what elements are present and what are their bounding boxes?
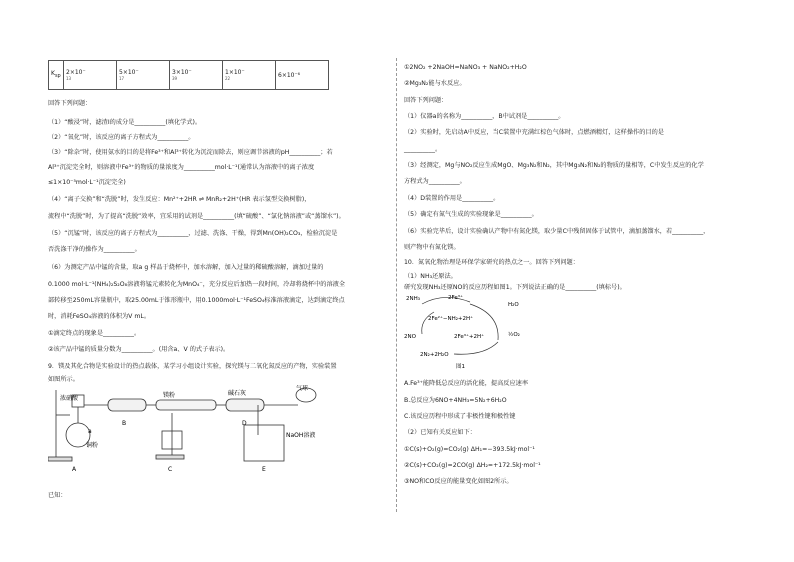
text-line: ①滴定终点的现象是__________。 xyxy=(48,330,141,337)
text-line: C.该反应历程中形成了非极性键和极性键 xyxy=(404,413,516,420)
label-B: B xyxy=(122,420,127,427)
text-line: （4）D装置的作用是__________。 xyxy=(404,195,500,202)
text-line: （3）经测定，Mg与NO₂反应生成MgO、Mg₃N₂和N₂，其中Mg₃N₂和N₂的物质的量相等，C中发生反应的化学 xyxy=(404,162,704,169)
fig-no: 2NO xyxy=(404,334,416,340)
text-line: ①C(s)+O₂(g)=CO₂(g) ΔH₁=−393.5kJ·mol⁻¹ xyxy=(404,446,535,453)
text-line: 研究发现NH₃还原NO的反应历程如图1。下列说法正确的是__________(填标号)。 xyxy=(404,284,626,291)
ksp-cell: 2×10⁻ 13 xyxy=(64,61,117,90)
column-divider xyxy=(396,58,397,512)
text-line: 0.1000 mol·L⁻¹(NH₄)₂S₂O₈溶液将锰元素转化为MnO₄⁻，充分反应后加热一段时间，冷却将烧杯中的溶液全 xyxy=(48,281,346,288)
known-label: 已知： xyxy=(48,492,67,499)
fig-caption: 图1 xyxy=(456,364,465,370)
fig-fe3b: 2Fe³⁺+2H⁺ xyxy=(454,334,485,340)
text-line: （1）仪器a的名称为__________，B中试剂是__________。 xyxy=(404,113,565,120)
text-line: ②该产品中锰的质量分数为__________。(用含a、V 的式子表示)。 xyxy=(48,346,230,353)
ksp-cell: 3×10⁻ 39 xyxy=(170,61,223,90)
text-line: （3）“除杂”时，使用氨水的目的是将Fe³⁺和Al³⁺转化为沉淀而除去，则应调节溶液的pH__________；若 xyxy=(48,149,333,156)
text-line: 回答下列问题： xyxy=(48,100,92,107)
label-D: D xyxy=(242,420,247,427)
label-copper: 铜粉 xyxy=(86,442,99,449)
ksp-label: $K_{sp}$ xyxy=(49,61,64,90)
label-naoh: NaOH溶液 xyxy=(286,432,316,439)
text-line: 否洗涤干净的操作为__________。 xyxy=(48,246,141,253)
text-line: A.Fe³⁺能降低总反应的活化能，提高反应速率 xyxy=(404,380,529,387)
ksp-cell: 1×10⁻ 22 xyxy=(223,61,276,90)
label-acid: 浓硝酸 xyxy=(60,395,79,402)
text-line: （5）“沉锰”时，该反应的离子方程式为__________，过滤、洗涤、干燥，得到Mn(OH)₂CO₃，检验沉淀是 xyxy=(48,230,338,237)
text-line: 如图所示。 xyxy=(48,376,79,383)
ksp-table xyxy=(48,60,329,90)
fig-h2o: H₂O xyxy=(508,302,519,308)
text-line: 方程式为__________。 xyxy=(404,178,466,185)
text-line: （6）为测定产品中锰的含量，取a g 样品于烧杯中，加水溶解，加入过量的稀硫酸溶解，滴加过量的 xyxy=(48,264,324,271)
apparatus-diagram xyxy=(48,385,348,475)
label-balloon: 气球 xyxy=(296,385,309,392)
fig-nh3: 2NH₃ xyxy=(406,296,420,302)
text-line: 9．镁及其化合物是实验设计的热点载体，某学习小组设计实验，探究镁与二氧化氮反应的产物，实验装置 xyxy=(48,363,337,370)
figure-1-diagram xyxy=(404,290,554,370)
text-line: 流程中“洗脱”时，为了提高“洗脱”效率，宜采用的试剂是__________(填“硫酸”、“氯化钠溶液”或“蒸馏水”)。 xyxy=(48,213,345,220)
text-line: 10．氮氧化物治理是环保学家研究的热点之一。回答下列问题： xyxy=(404,259,579,266)
fig-n2: 2N₂+2H₂O xyxy=(420,352,449,358)
text-line: 回答下列问题： xyxy=(404,97,448,104)
fig-fe3: 2Fe³⁺ xyxy=(448,295,463,301)
text-line: （5）确定有氮气生成的实验现象是__________。 xyxy=(404,211,538,218)
label-a: a xyxy=(88,428,92,435)
text-line: （2）“氧化”时，该反应的离子方程式为__________。 xyxy=(48,134,195,141)
text-line: 部转移至250mL容量瓶中，取25.00mL于锥形瓶中，用0.1000mol·L⁻¹FeSO₄标准溶液滴定，达到滴定终点 xyxy=(48,297,345,304)
text-line: 时，消耗FeSO₄溶液的体积为V mL。 xyxy=(48,313,151,320)
text-line: （6）实验完毕后，设计实验确认产物中有氮化镁，取少量C中残留固体于试管中，滴加蒸馏水，若__________， xyxy=(404,228,710,235)
text-line: Al³⁺沉淀完全时，则溶液中Fe³⁺的物质的量浓度为__________mol·L⁻¹(通常认为溶液中的离子浓度 xyxy=(48,164,315,171)
text-line: （2）已知有关反应如下： xyxy=(404,429,476,436)
text-line: （4）“离子交换”和“洗脱”时，发生反应：Mn²⁺+2HR ⇌ MnR₂+2H⁺(HR 表示氢型交换树脂)， xyxy=(48,196,311,203)
label-A: A xyxy=(72,466,77,473)
ksp-cell: 5×10⁻ 17 xyxy=(117,61,170,90)
fig-o2: ½O₂ xyxy=(508,332,520,338)
text-line: （1）NH₃还原法。 xyxy=(404,273,457,280)
text-line: ≤1×10⁻⁵mol·L⁻¹沉淀完全) xyxy=(48,179,126,186)
label-E: E xyxy=(262,466,266,473)
label-lime: 碱石灰 xyxy=(228,390,247,397)
text-line: ③NO和CO反应的能量变化如图2所示。 xyxy=(404,478,513,485)
text-line: ②C(s)+CO₂(g)=2CO(g) ΔH₂=+172.5kJ·mol⁻¹ xyxy=(404,462,541,469)
text-line: B.总反应为6NO+4NH₃=5N₂+6H₂O xyxy=(404,397,507,404)
text-line: （1）“酸浸”时，滤渣Ⅰ的成分是__________(填化学式)。 xyxy=(48,119,202,126)
text-line: ②Mg₃N₂能与水反应。 xyxy=(404,80,466,87)
label-mg: 镁粉 xyxy=(163,392,176,399)
label-C: C xyxy=(168,466,173,473)
text-line: （2）实验时，先启动A中反应，当C装置中充满红棕色气体时，点燃酒精灯，这样操作的目的是 xyxy=(404,129,664,136)
text-line: __________。 xyxy=(404,146,442,153)
ksp-cell: 6×10⁻⁶ xyxy=(276,61,329,90)
text-line: 则产物中有氮化镁。 xyxy=(404,244,460,251)
fig-complex: 2Fe²⁺−NH₂+2H⁺ xyxy=(428,316,474,322)
text-line: ①2NO₂ +2NaOH=NaNO₃ + NaNO₂+H₂O xyxy=(404,64,527,71)
